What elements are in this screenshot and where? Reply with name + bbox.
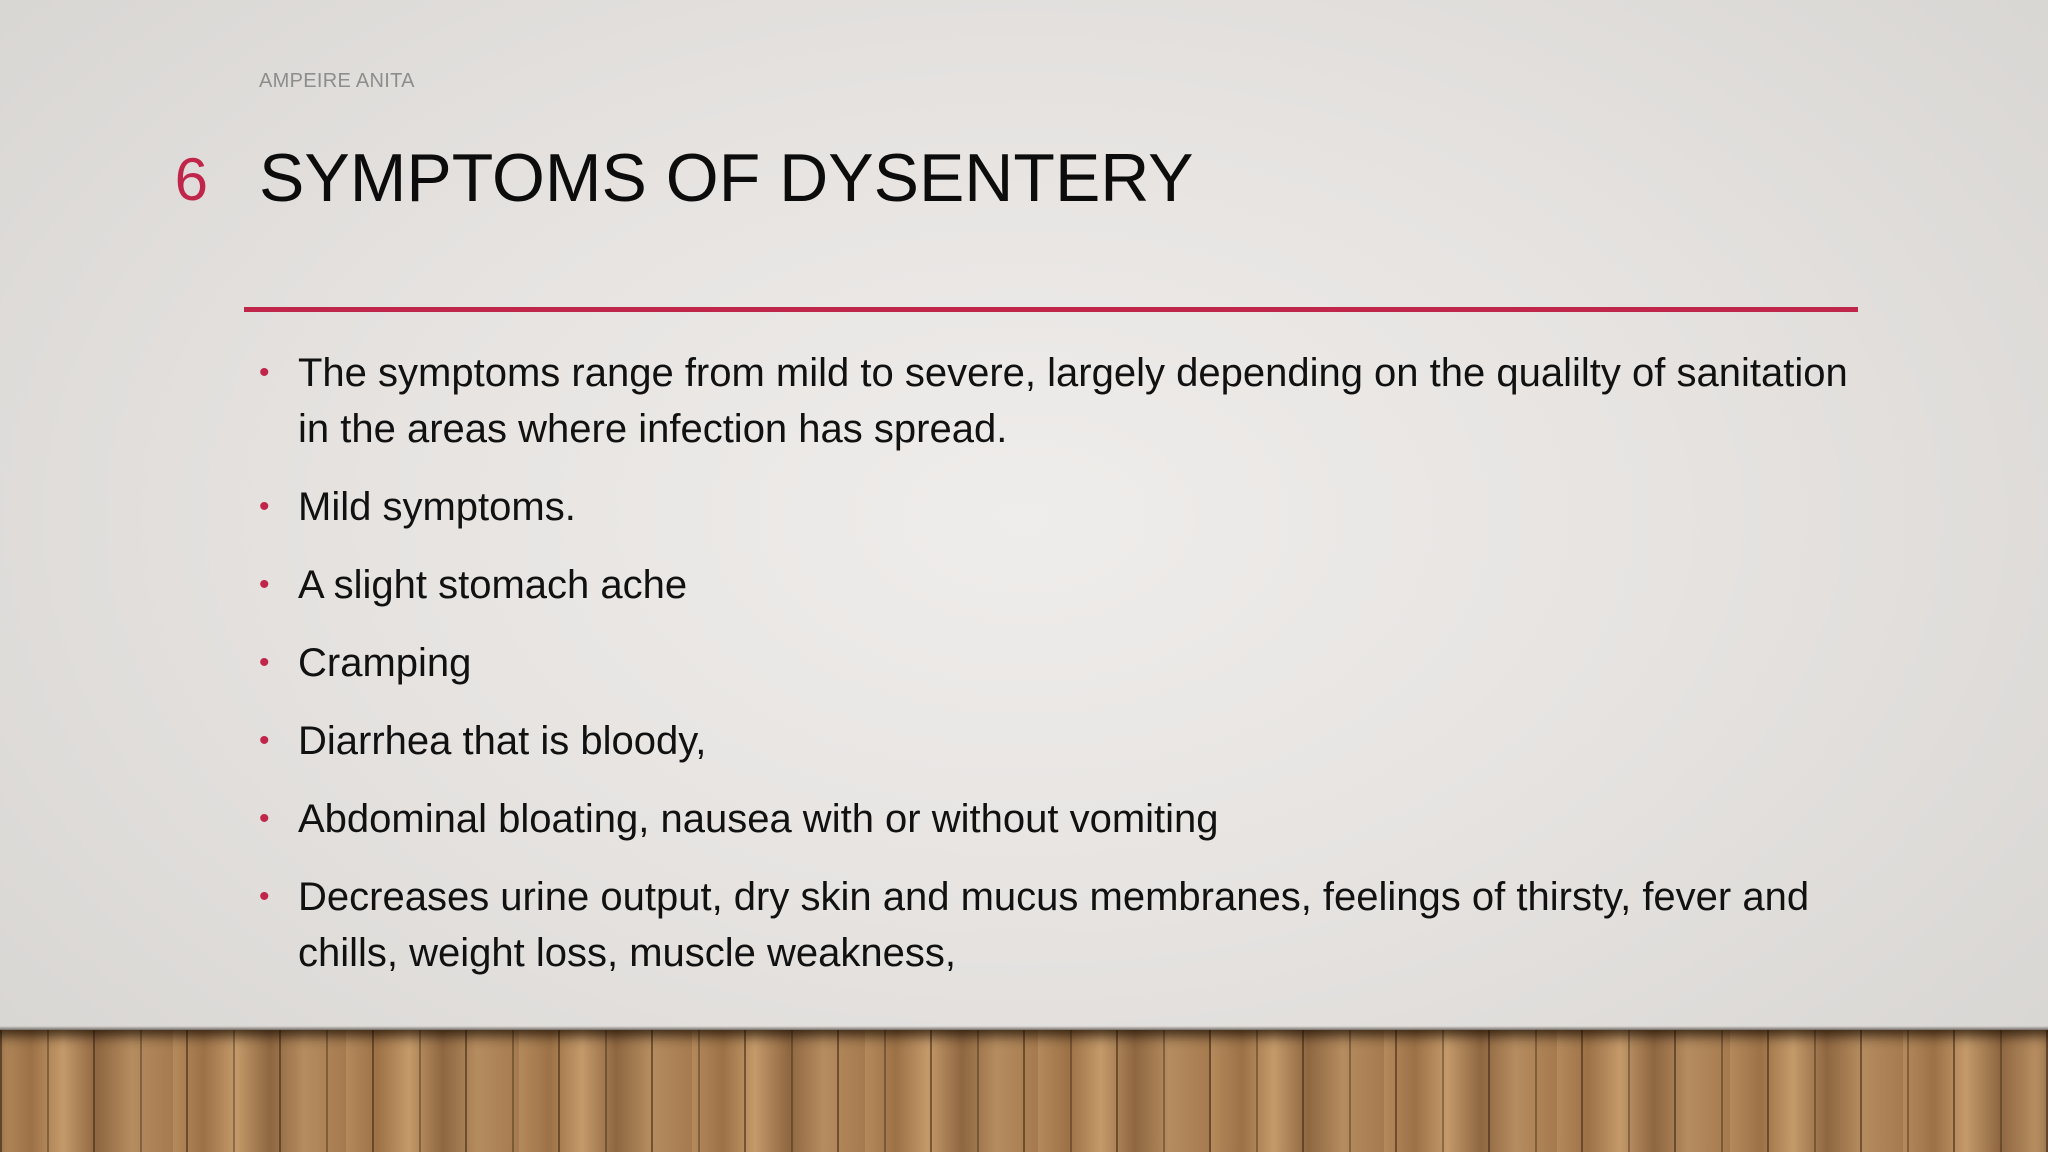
bullet-dot-icon: •	[259, 802, 270, 835]
bullet-dot-icon: •	[259, 356, 270, 389]
bullet-text: Diarrhea that is bloody,	[298, 719, 707, 763]
bullet-list	[259, 345, 1859, 1003]
bullet-text: Mild symptoms.	[298, 485, 576, 529]
bullet-item	[259, 557, 1859, 613]
bullet-item	[259, 791, 1859, 847]
slide-title: SYMPTOMS OF DYSENTERY	[259, 140, 1194, 216]
bullet-text: A slight stomach ache	[298, 563, 688, 607]
bullet-item	[259, 479, 1859, 535]
wood-floor-background	[0, 1030, 2048, 1152]
bullet-item	[259, 869, 1859, 981]
bullet-item	[259, 635, 1859, 691]
bullet-item	[259, 345, 1859, 457]
title-divider	[244, 307, 1858, 312]
bullet-text: Abdominal bloating, nausea with or without vomiting	[298, 797, 1219, 841]
bullet-text: The symptoms range from mild to severe, largely depending on the qualilty of sanitation in the areas where infection has spread.	[298, 351, 1848, 451]
bullet-dot-icon: •	[259, 490, 270, 523]
bullet-dot-icon: •	[259, 646, 270, 679]
bullet-dot-icon: •	[259, 724, 270, 757]
author-name: AMPEIRE ANITA	[259, 70, 415, 92]
slide-number: 6	[174, 146, 208, 213]
bullet-text: Decreases urine output, dry skin and mucus membranes, feelings of thirsty, fever and chills, weight loss, muscle weakness,	[298, 875, 1810, 975]
bullet-item	[259, 713, 1859, 769]
bullet-dot-icon: •	[259, 880, 270, 913]
bullet-dot-icon: •	[259, 568, 270, 601]
bullet-text: Cramping	[298, 641, 472, 685]
